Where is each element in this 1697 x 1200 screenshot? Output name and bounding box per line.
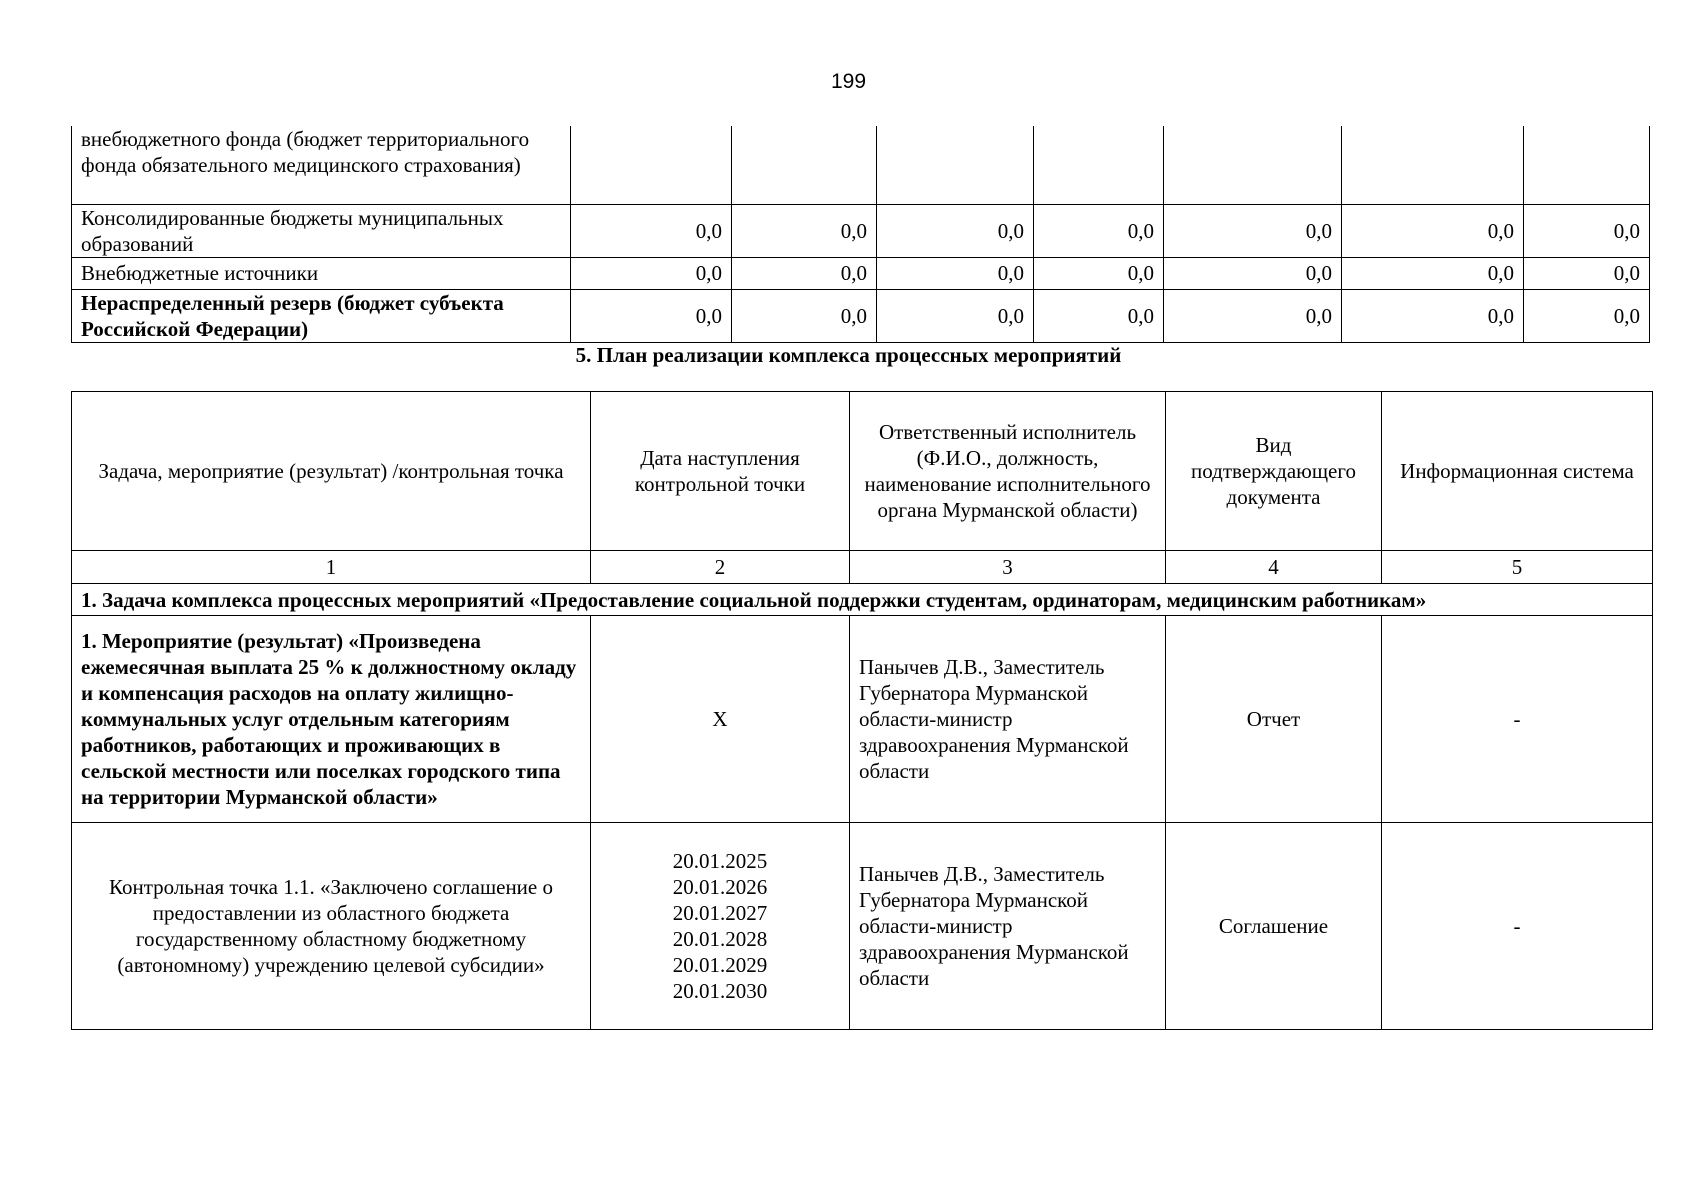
measure-system: - bbox=[1382, 616, 1653, 823]
column-number: 4 bbox=[1166, 551, 1382, 584]
financing-value: 0,0 bbox=[571, 257, 732, 289]
column-number: 5 bbox=[1382, 551, 1653, 584]
financing-value bbox=[732, 126, 877, 204]
financing-value: 0,0 bbox=[571, 289, 732, 342]
checkpoint-date: 20.01.2030 bbox=[672, 979, 768, 1003]
section-title: 5. План реализации комплекса процессных мероприятий bbox=[575, 343, 1122, 367]
financing-row bbox=[72, 289, 1650, 342]
task-row bbox=[72, 584, 1653, 616]
financing-value: 0,0 bbox=[1524, 204, 1650, 257]
financing-value: 0,0 bbox=[732, 204, 877, 257]
column-number: 1 bbox=[72, 551, 591, 584]
task-title: 1. Задача комплекса процессных мероприятий «Предоставление социальной поддержки студентам, ординаторам, медицинским работникам» bbox=[72, 584, 1653, 616]
measure-date: X bbox=[591, 616, 850, 823]
financing-value: 0,0 bbox=[1342, 289, 1524, 342]
checkpoint-date: 20.01.2029 bbox=[672, 953, 768, 977]
financing-table bbox=[71, 126, 1650, 343]
financing-value: 0,0 bbox=[1524, 289, 1650, 342]
checkpoint-date: 20.01.2028 bbox=[672, 927, 768, 951]
financing-value: 0,0 bbox=[877, 289, 1034, 342]
column-number: 2 bbox=[591, 551, 850, 584]
financing-row bbox=[72, 257, 1650, 289]
financing-value bbox=[1034, 126, 1164, 204]
checkpoint-date: 20.01.2026 bbox=[672, 875, 768, 899]
financing-value bbox=[1342, 126, 1524, 204]
measure-executor: Панычев Д.В., Заместитель Губернатора Мурманской области-министр здравоохранения Мурманской области bbox=[850, 616, 1166, 823]
checkpoint-dates bbox=[591, 823, 850, 1030]
financing-value: 0,0 bbox=[1034, 204, 1164, 257]
financing-value: 0,0 bbox=[877, 204, 1034, 257]
financing-value: 0,0 bbox=[1034, 257, 1164, 289]
financing-source-label: внебюджетного фонда (бюджет территориального фонда обязательного медицинского страхования) bbox=[72, 126, 571, 204]
financing-row bbox=[72, 204, 1650, 257]
checkpoint-name: Контрольная точка 1.1. «Заключено соглашение о предоставлении из областного бюджета государственному областному бюджетному (автономному) учреждению целевой субсидии» bbox=[72, 823, 591, 1030]
financing-value: 0,0 bbox=[732, 257, 877, 289]
financing-value bbox=[1164, 126, 1342, 204]
header-system: Информационная система bbox=[1382, 392, 1653, 551]
checkpoint-executor: Панычев Д.В., Заместитель Губернатора Мурманской области-министр здравоохранения Мурманской области bbox=[850, 823, 1166, 1030]
checkpoint-date: 20.01.2025 bbox=[672, 849, 768, 873]
header-executor: Ответственный исполнитель (Ф.И.О., должность, наименование исполнительного органа Мурманской области) bbox=[850, 392, 1166, 551]
financing-value: 0,0 bbox=[1342, 204, 1524, 257]
plan-table bbox=[71, 391, 1653, 1030]
checkpoint-document: Соглашение bbox=[1166, 823, 1382, 1030]
financing-value: 0,0 bbox=[1034, 289, 1164, 342]
financing-value: 0,0 bbox=[1164, 257, 1342, 289]
financing-value: 0,0 bbox=[877, 257, 1034, 289]
financing-value: 0,0 bbox=[1342, 257, 1524, 289]
financing-value bbox=[571, 126, 732, 204]
header-task: Задача, мероприятие (результат) /контрольная точка bbox=[72, 392, 591, 551]
financing-value: 0,0 bbox=[1164, 289, 1342, 342]
financing-value: 0,0 bbox=[571, 204, 732, 257]
financing-value bbox=[1524, 126, 1650, 204]
financing-source-label: Консолидированные бюджеты муниципальных образований bbox=[72, 204, 571, 257]
page-number: 199 bbox=[830, 70, 867, 93]
measure-name: 1. Мероприятие (результат) «Произведена ежемесячная выплата 25 % к должностному окладу и компенсация расходов на оплату жилищно-коммунальных услуг отдельным категориям работников, работающих и проживающих в сельской местности или поселках городского типа на территории Мурманской области» bbox=[72, 616, 591, 823]
measure-document: Отчет bbox=[1166, 616, 1382, 823]
financing-source-label: Внебюджетные источники bbox=[72, 257, 571, 289]
column-number: 3 bbox=[850, 551, 1166, 584]
financing-row bbox=[72, 126, 1650, 204]
header-date: Дата наступления контрольной точки bbox=[591, 392, 850, 551]
header-document: Вид подтверждающего документа bbox=[1166, 392, 1382, 551]
checkpoint-row bbox=[72, 823, 1653, 1030]
financing-value: 0,0 bbox=[732, 289, 877, 342]
financing-value bbox=[877, 126, 1034, 204]
plan-header-row bbox=[72, 392, 1653, 551]
financing-value: 0,0 bbox=[1524, 257, 1650, 289]
checkpoint-system: - bbox=[1382, 823, 1653, 1030]
plan-column-numbers-row bbox=[72, 551, 1653, 584]
financing-value: 0,0 bbox=[1164, 204, 1342, 257]
measure-row bbox=[72, 616, 1653, 823]
checkpoint-date: 20.01.2027 bbox=[672, 901, 768, 925]
financing-source-label: Нераспределенный резерв (бюджет субъекта Российской Федерации) bbox=[72, 289, 571, 342]
